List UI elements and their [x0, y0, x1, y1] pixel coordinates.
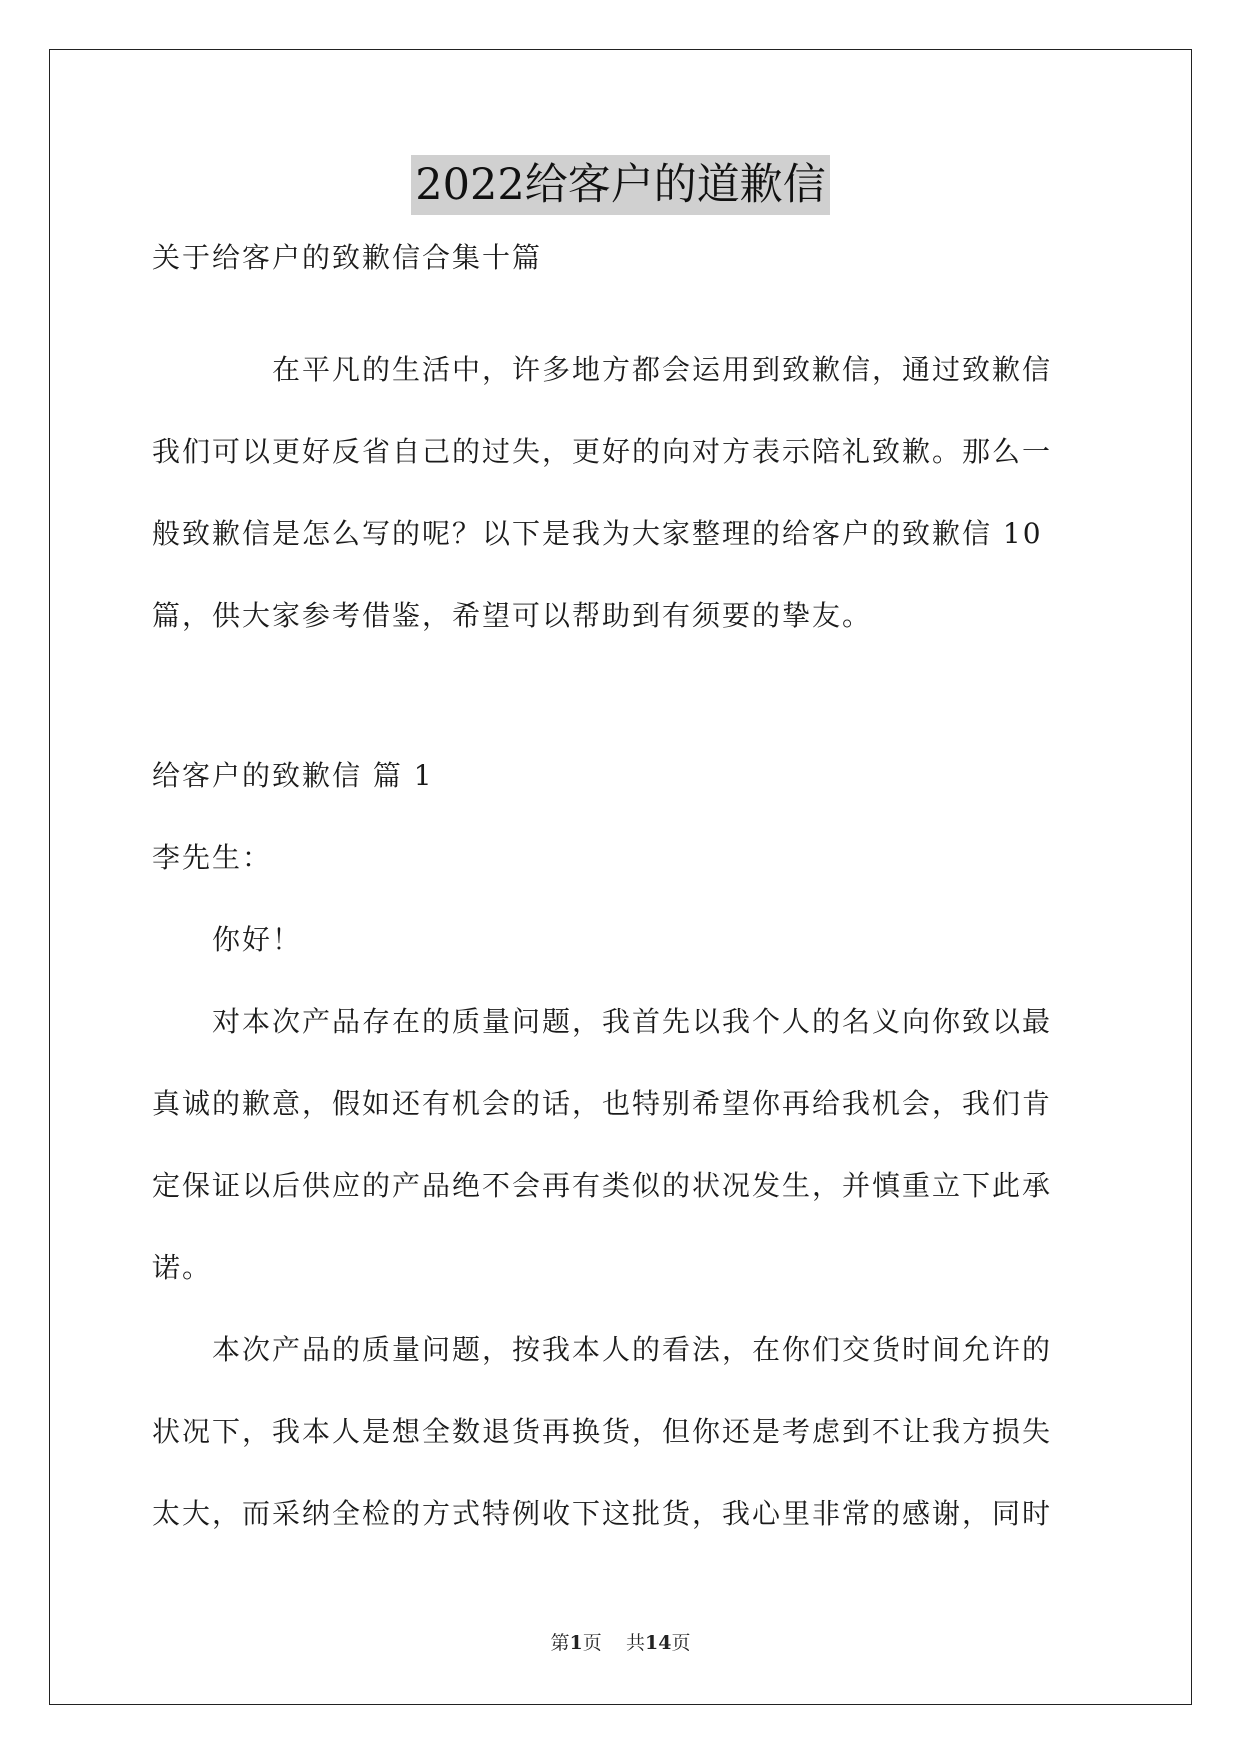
footer-page-suffix: 页 [582, 1632, 602, 1654]
footer-total-prefix: 共 [625, 1632, 645, 1654]
paragraph-line: 太大，而采纳全检的方式特例收下这批货，我心里非常的感谢，同时 [152, 1497, 1053, 1530]
greeting: 你好！ [152, 923, 303, 956]
subtitle: 关于给客户的致歉信合集十篇 [152, 241, 543, 274]
title-container [0, 155, 1241, 215]
footer-total-pages: 14 [644, 1632, 672, 1654]
paragraph-line: 状况下，我本人是想全数退货再换货，但你还是考虑到不让我方损失 [152, 1415, 1053, 1448]
section-heading: 给客户的致歉信 篇 1 [152, 759, 434, 792]
salutation: 李先生： [152, 841, 273, 874]
paragraph-line: 对本次产品存在的质量问题，我首先以我个人的名义向你致以最 [152, 1005, 1053, 1038]
footer-page-number: 1 [569, 1632, 583, 1654]
paragraph-line: 诺。 [152, 1251, 213, 1284]
document-title: 2022给客户的道歉信 [411, 155, 829, 215]
intro-line: 篇，供大家参考借鉴，希望可以帮助到有须要的挚友。 [152, 599, 873, 632]
paragraph-line: 定保证以后供应的产品绝不会再有类似的状况发生，并慎重立下此承 [152, 1169, 1053, 1202]
page-footer [0, 1628, 1241, 1655]
paragraph-line: 本次产品的质量问题，按我本人的看法，在你们交货时间允许的 [152, 1333, 1053, 1366]
paragraph-line: 真诚的歉意，假如还有机会的话，也特别希望你再给我机会，我们肯 [152, 1087, 1053, 1120]
footer-prefix: 第 [550, 1632, 570, 1654]
intro-line: 在平凡的生活中，许多地方都会运用到致歉信，通过致歉信 [152, 353, 1053, 386]
footer-total-suffix: 页 [671, 1632, 691, 1654]
intro-line: 我们可以更好反省自己的过失，更好的向对方表示陪礼致歉。那么一 [152, 435, 1053, 468]
intro-line: 般致歉信是怎么写的呢？以下是我为大家整理的给客户的致歉信 10 [152, 517, 1043, 550]
